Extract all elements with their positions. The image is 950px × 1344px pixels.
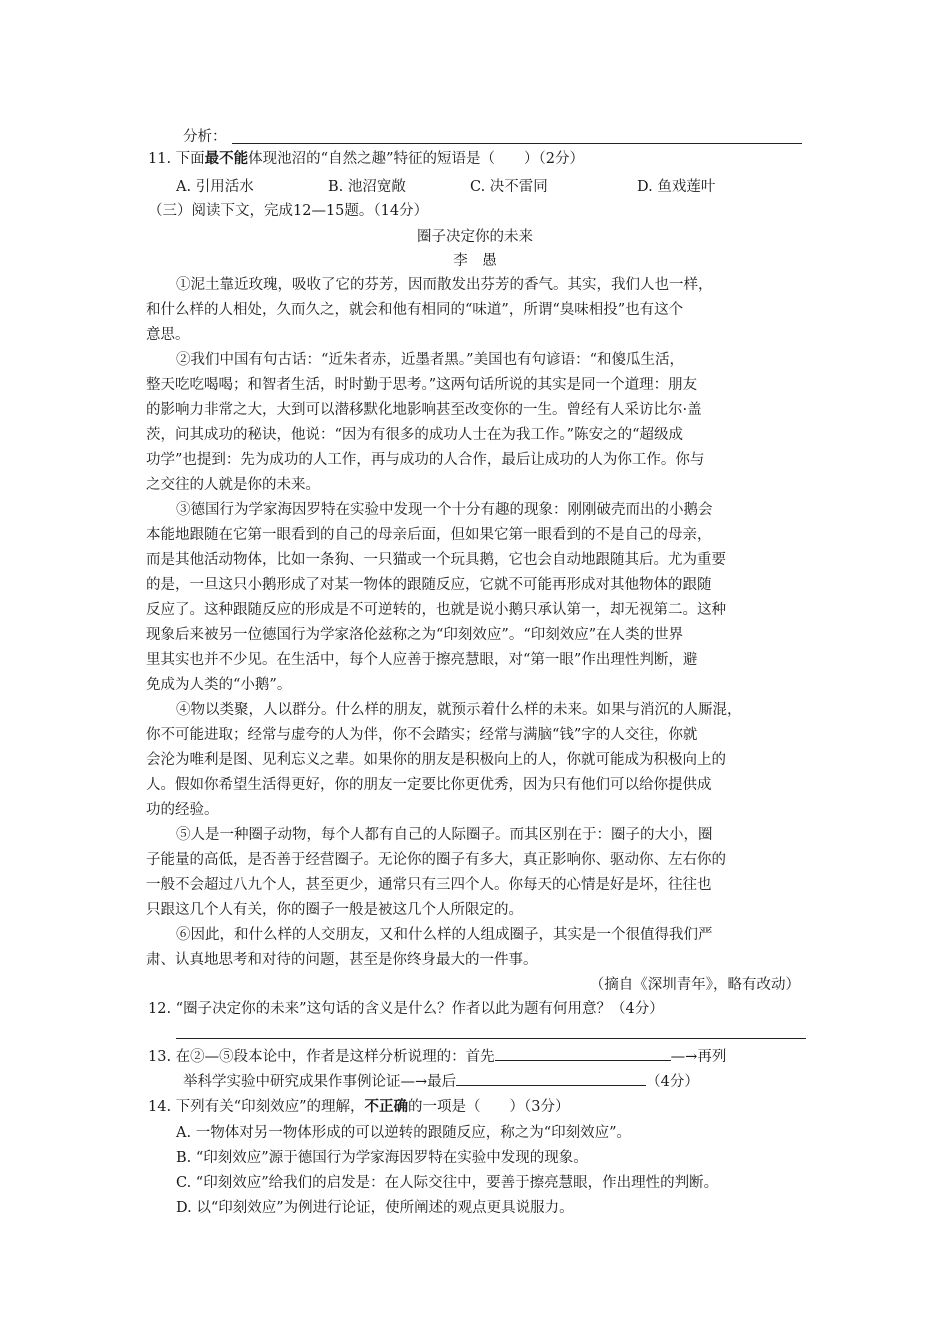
q13-blank-1[interactable]	[495, 1046, 671, 1061]
q11-stem	[148, 148, 584, 170]
q14-stem-prefix: 14. 下列有关“印刻效应”的理解，	[148, 1099, 365, 1115]
p2-line-1: ②我们中国有句古话：“近朱者赤，近墨者黑。”美国也有句谚语：“和傻瓜生活，	[176, 352, 684, 368]
article-source: （摘自《深圳青年》，略有改动）	[589, 977, 800, 993]
q13-line-2-suffix: （4分）	[646, 1074, 699, 1090]
p5-line-2: 子能量的高低，是否善于经营圈子。无论你的圈子有多大，真正影响你、驱动你、左右你的	[146, 852, 726, 868]
p3-line-5: 反应了。这种跟随反应的形成是不可逆转的，也就是说小鹅只承认第一，却无视第二。这种	[146, 602, 726, 618]
p6-line-1: ⑥因此，和什么样的人交朋友，又和什么样的人组成圈子，其实是一个很值得我们严	[176, 927, 713, 943]
p6-line-2: 肃、认真地思考和对待的问题，甚至是你终身最大的一件事。	[146, 952, 538, 968]
q14-option-a[interactable]: A. 一物体对另一物体形成的可以逆转的跟随反应，称之为“印刻效应”。	[176, 1125, 632, 1141]
p4-line-5: 功的经验。	[146, 802, 219, 818]
p3-line-2: 本能地跟随在它第一眼看到的自己的母亲后面，但如果它第一眼看到的不是自己的母亲，	[146, 527, 712, 543]
p3-line-1: ③德国行为学家海因罗特在实验中发现一个十分有趣的现象：刚刚破壳而出的小鹅会	[176, 502, 713, 518]
p3-line-4: 的是，一旦这只小鹅形成了对某一物体的跟随反应，它就不可能再形成对其他物体的跟随	[146, 577, 712, 593]
q14-stem	[148, 1096, 569, 1118]
q13-line-2	[183, 1071, 699, 1093]
p5-line-4: 只跟这几个人有关，你的圈子一般是被这几个人所限定的。	[146, 902, 523, 918]
q12-answer-line[interactable]	[176, 1038, 806, 1039]
q14-option-d[interactable]: D. 以“印刻效应”为例进行论证，使所阐述的观点更具说服力。	[176, 1200, 574, 1216]
p3-line-8: 免成为人类的“小鹅”。	[146, 677, 292, 693]
p1-line-1: ①泥土靠近玫瑰，吸收了它的芬芳，因而散发出芬芳的香气。其实，我们人也一样，	[176, 277, 713, 293]
analysis-label: 分析：	[183, 129, 227, 145]
q14-option-c[interactable]: C. “印刻效应”给我们的启发是：在人际交往中，要善于擦亮慧眼，作出理性的判断。	[176, 1175, 719, 1191]
q11-option-c[interactable]: C. 决不雷同	[470, 179, 548, 195]
p4-line-4: 人。假如你希望生活得更好，你的朋友一定要比你更优秀，因为只有他们可以给你提供成	[146, 777, 712, 793]
p2-line-2: 整天吃吃喝喝；和智者生活，时时勤于思考。”这两句话所说的其实是同一个道理：朋友	[146, 377, 698, 393]
q13-line-2-prefix: 举科学实验中研究成果作事例论证—→最后	[183, 1074, 457, 1090]
p5-line-1: ⑤人是一种圈子动物，每个人都有自己的人际圈子。而其区别在于：圈子的大小，圈	[176, 827, 713, 843]
section3-heading: （三）阅读下文，完成12—15题。（14分）	[148, 203, 429, 219]
p3-line-6: 现象后来被另一位德国行为学家洛伦兹称之为“印刻效应”。“印刻效应”在人类的世界	[146, 627, 684, 643]
p3-line-7: 里其实也并不少见。在生活中，每个人应善于擦亮慧眼，对“第一眼”作出理性判断，避	[146, 652, 698, 668]
q14-stem-suffix: 的一项是（ ）（3分）	[408, 1099, 570, 1115]
p4-line-1: ④物以类聚，人以群分。什么样的朋友，就预示着什么样的未来。如果与消沉的人厮混，	[176, 702, 742, 718]
article-title: 圈子决定你的未来	[417, 229, 533, 245]
q14-stem-bold: 不正确	[364, 1098, 408, 1115]
q14-option-b[interactable]: B. “印刻效应”源于德国行为学家海因罗特在实验中发现的现象。	[176, 1150, 588, 1166]
q11-option-d[interactable]: D. 鱼戏莲叶	[637, 179, 716, 195]
p2-line-3: 的影响力非常之大，大到可以潜移默化地影响甚至改变你的一生。曾经有人采访比尔·盖	[146, 402, 702, 418]
p4-line-3: 会沦为唯利是图、见利忘义之辈。如果你的朋友是积极向上的人，你就可能成为积极向上的	[146, 752, 726, 768]
p5-line-3: 一般不会超过八九个人，甚至更少，通常只有三四个人。你每天的心情是好是坏，往往也	[146, 877, 712, 893]
p1-line-3: 意思。	[146, 327, 190, 343]
p4-line-2: 你不可能进取；经常与虚夸的人为伴，你不会踏实；经常与满脑“钱”字的人交往，你就	[146, 727, 698, 743]
q13-line-1-prefix: 13. 在②—⑤段本论中，作者是这样分析说理的：首先	[148, 1049, 495, 1065]
q11-stem-prefix: 11. 下面	[148, 151, 205, 167]
q12-stem: 12. “圈子决定你的未来”这句话的含义是什么？作者以此为题有何用意？（4分）	[148, 1001, 664, 1017]
analysis-answer-line[interactable]	[232, 143, 802, 144]
q13-line-1	[148, 1046, 726, 1068]
q11-option-a[interactable]: A. 引用活水	[176, 179, 254, 195]
q11-stem-bold: 最不能	[204, 150, 249, 167]
p1-line-2: 和什么样的人相处，久而久之，就会和他有相同的“味道”，所谓“臭味相投”也有这个	[146, 302, 684, 318]
p2-line-4: 茨，问其成功的秘诀，他说：“因为有很多的成功人士在为我工作。”陈安之的“超级成	[146, 427, 683, 443]
p2-line-6: 之交往的人就是你的未来。	[146, 477, 320, 493]
p2-line-5: 功学”也提到：先为成功的人工作，再与成功的人合作，最后让成功的人为你工作。你与	[146, 452, 705, 468]
q13-blank-2[interactable]	[456, 1071, 646, 1086]
q11-stem-suffix: 体现池沼的“自然之趣”特征的短语是（ ）（2分）	[248, 151, 584, 167]
article-author: 李 愚	[453, 253, 497, 269]
q13-line-1-suffix: —→再列	[670, 1049, 727, 1065]
q11-option-b[interactable]: B. 池沼宽敞	[328, 179, 406, 195]
p3-line-3: 而是其他活动物体，比如一条狗、一只猫或一个玩具鹅，它也会自动地跟随其后。尤为重要	[146, 552, 726, 568]
